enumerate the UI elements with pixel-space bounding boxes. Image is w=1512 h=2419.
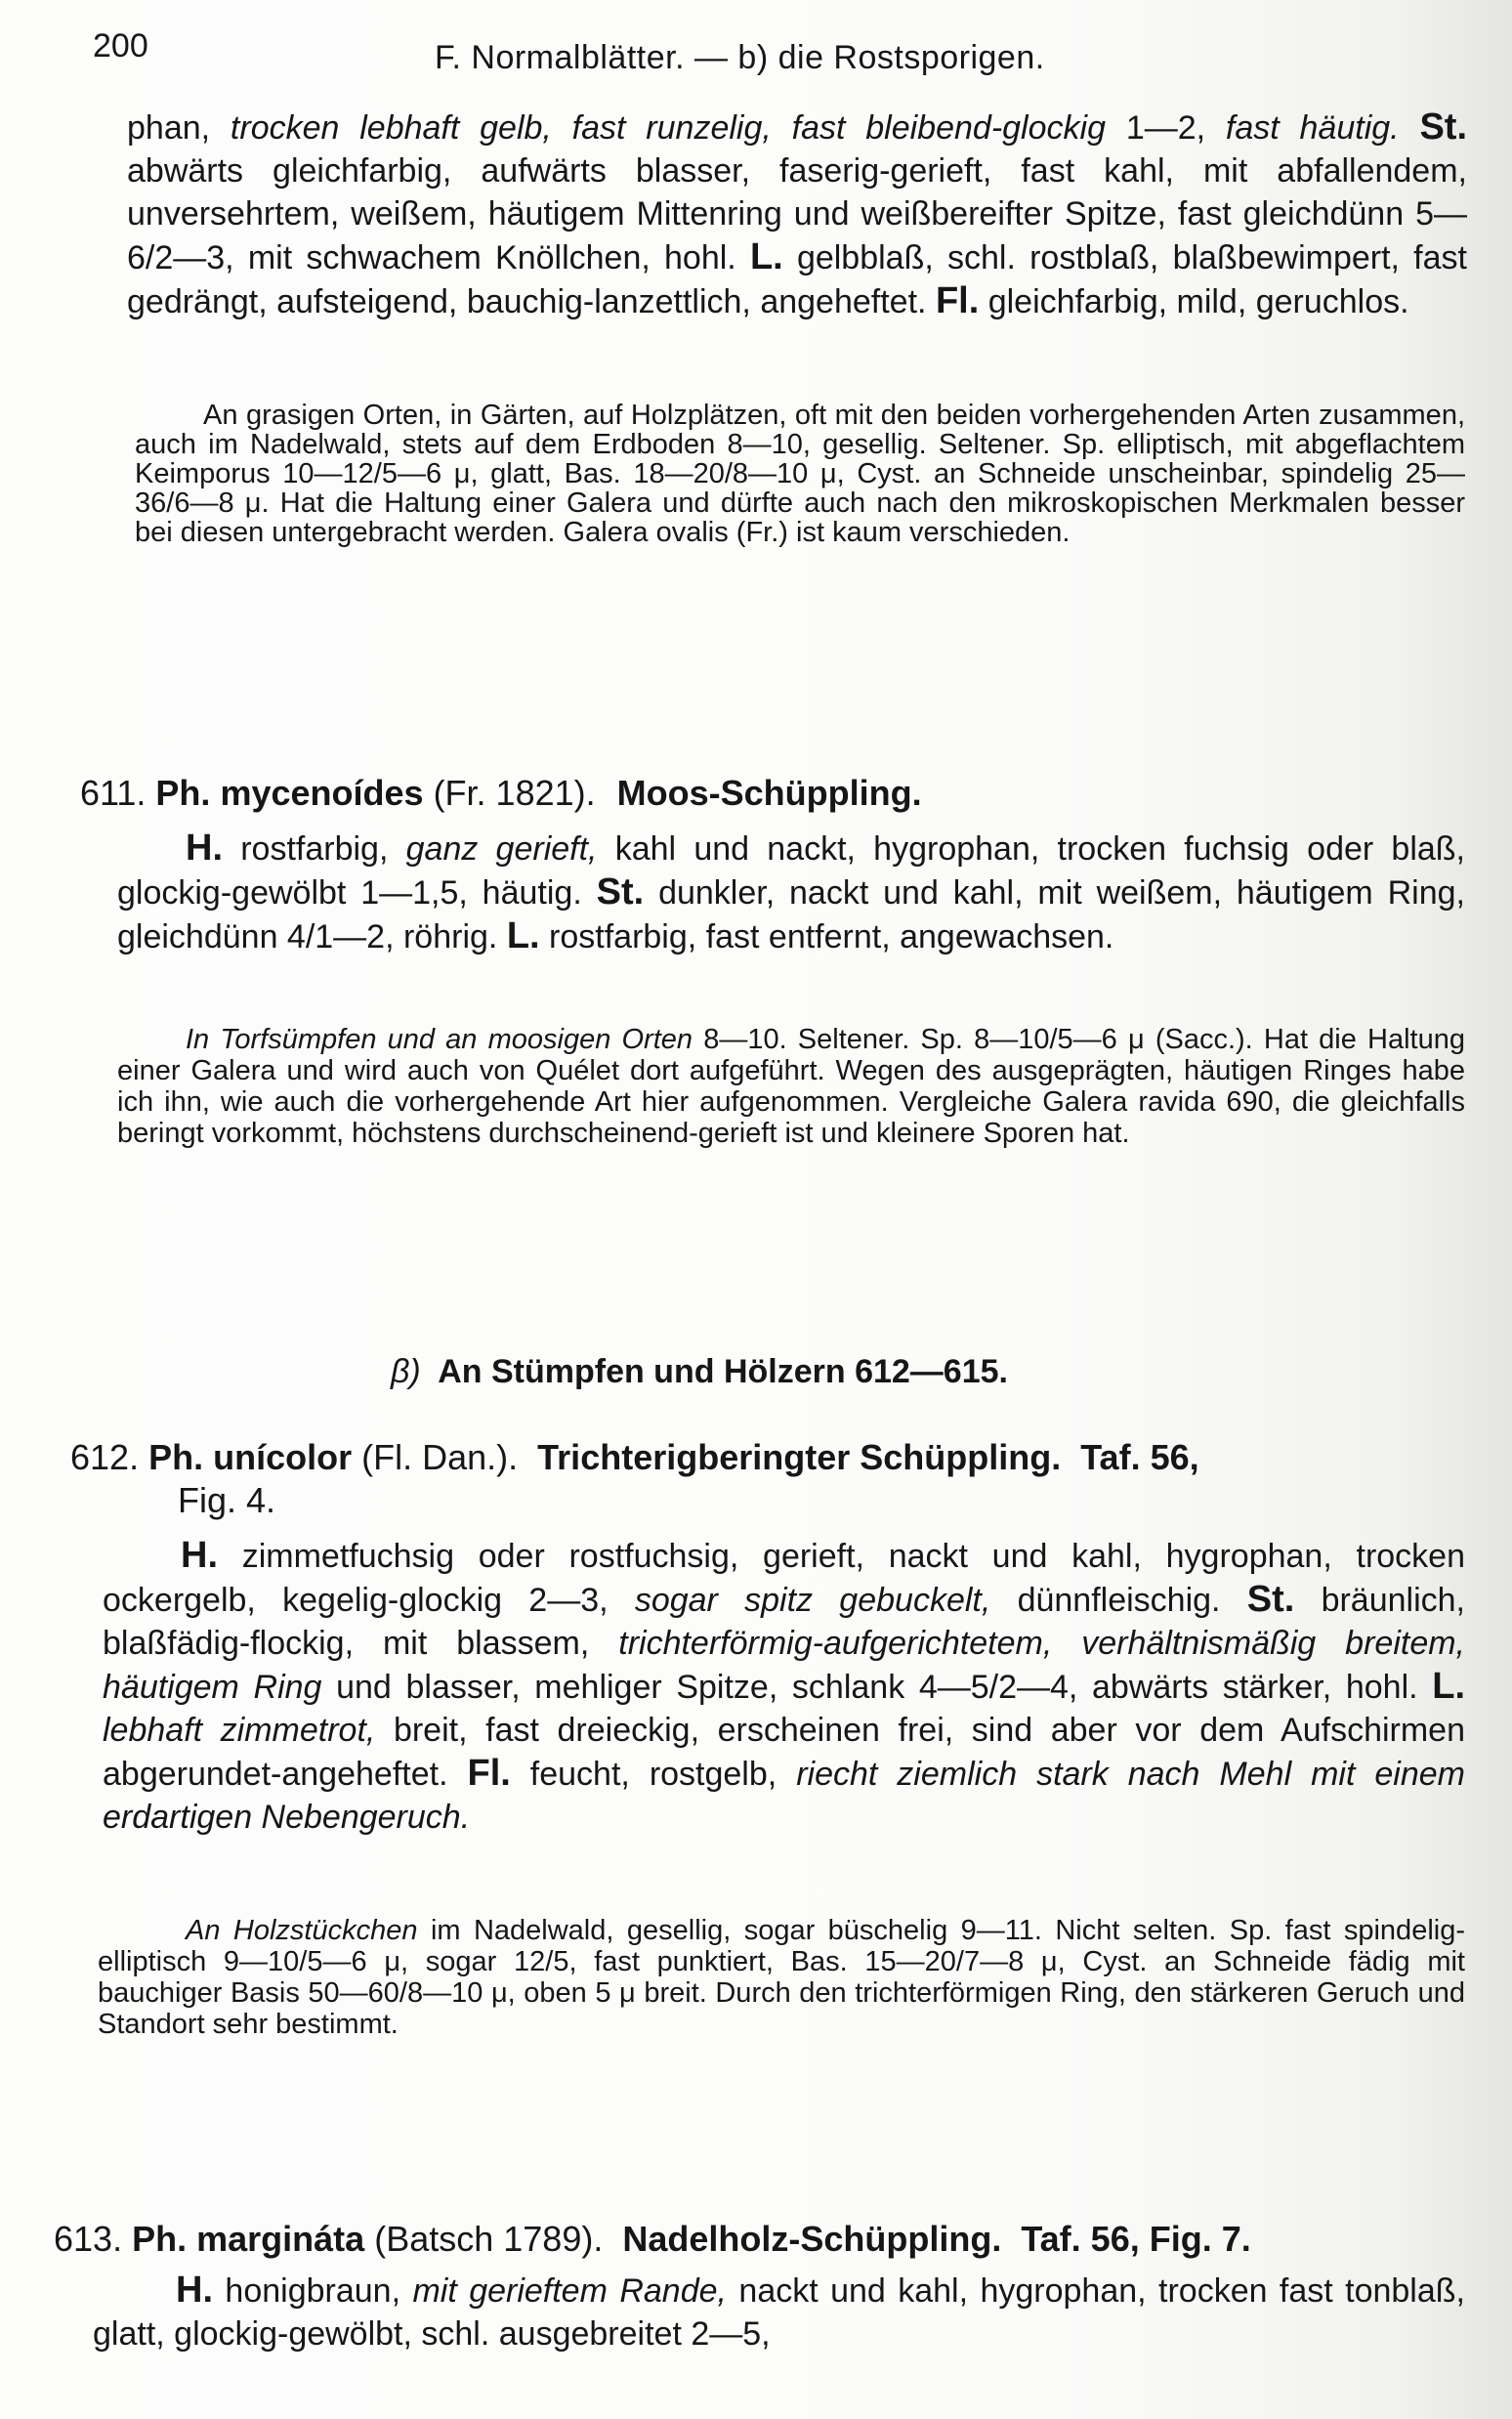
entry-heading-611 [80, 772, 1467, 815]
gills-key: L. [506, 915, 540, 956]
entry-body-611 [117, 827, 1465, 958]
common-name: Trichterigberingter Schüppling. [537, 1437, 1062, 1477]
species-name: margináta [196, 2219, 365, 2259]
plate-reference: Taf. 56, Fig. 7. [1021, 2219, 1251, 2259]
page-number: 200 [93, 27, 148, 64]
species-author: (Fl. Dan.). [361, 1437, 519, 1477]
species-author: (Batsch 1789). [374, 2219, 604, 2259]
stem-key: St. [1419, 106, 1468, 148]
desc-text: zimmetfuchsig oder rostfuchsig, gerieft, nackt und kahl, hygrophan, trocken ockergelb, kegelig-glockig 2—3, [103, 1538, 1465, 1619]
desc-text-italic: lebhaft zimmetrot, [103, 1712, 376, 1749]
desc-text-italic: trichterförmig-aufgerichtetem, verhältnismäßig breitem, häutigem Ring [103, 1625, 1465, 1706]
gills-description: rostfarbig, fast entfernt, angewachsen. [549, 918, 1114, 955]
desc-text-italic: sogar spitz gebuckelt, [634, 1582, 991, 1619]
desc-text: kahl und nackt, hygrophan, trocken fuchsig oder blaß, glockig-gewölbt 1—1,5, häutig. [117, 830, 1466, 912]
flesh-description: gleichfarbig, mild, geruchlos. [987, 283, 1409, 320]
genus-abbrev: Ph. [155, 773, 211, 813]
stem-description: bräunlich, blaßfädig-flockig, mit blassem, [103, 1582, 1465, 1662]
genus-abbrev: Ph. [132, 2219, 188, 2259]
entry-number: 613. [54, 2219, 123, 2259]
gills-key: L. [749, 236, 783, 277]
genus-abbrev: Ph. [148, 1437, 204, 1477]
plate-reference: Taf. 56, [1080, 1437, 1199, 1477]
stem-key: St. [1246, 1579, 1295, 1620]
entry-number: 612. [70, 1437, 140, 1477]
flesh-key: Fl. [467, 1753, 511, 1794]
entry-heading-612 [70, 1436, 1467, 1522]
note-habitat: In Torfsümpfen und an moosigen Orten [186, 1024, 693, 1055]
desc-text-italic: ganz gerieft, [405, 830, 598, 868]
entry-body-612 [103, 1534, 1465, 1839]
desc-text: 1—2, [1125, 109, 1206, 147]
common-name: Nadelholz-Schüppling. [622, 2219, 1002, 2259]
stem-description: abwärts gleichfarbig, aufwärts blasser, faserig-gerieft, fast kahl, mit abfallendem, unversehrtem, weißem, häutigem Mittenring und weißbereifter Spitze, fast gleichdünn 5—6/2—3, mit schwachem Knöllchen, hohl. [127, 152, 1467, 276]
note-text: An grasigen Orten, in Gärten, auf Holzplätzen, oft mit den beiden vorhergehenden Arten zusammen, auch im Nadelwald, stets auf dem Erdboden 8—10, gesellig. Seltener. Sp. elliptisch, mit abgeflachtem Keimporus 10—12/5—6 μ, glatt, Bas. 18—20/8—10 μ, Cyst. an Schneide unscheinbar, spindelig 25—36/6—8 μ. Hat die Haltung einer Galera und dürfte auch nach den mikroskopischen Merkmalen besser bei diesen untergebracht werden. Galera ovalis (Fr.) ist kaum verschieden. [135, 400, 1465, 548]
species-name: mycenoídes [220, 773, 424, 813]
entry-body-613 [93, 2269, 1465, 2355]
desc-text: und blasser, mehliger Spitze, schlank 4—5/2—4, abwärts stärker, hohl. [336, 1669, 1418, 1706]
desc-text-italic: mit gerieftem Rande, [412, 2272, 727, 2310]
gills-description: breit, fast dreieckig, erscheinen frei, sind aber vor dem Aufschirmen abgerundet-angeheftet. [103, 1712, 1465, 1793]
note-habitat: An Holzstückchen [186, 1915, 418, 1946]
running-title: F. Normalblätter. — b) die Rostsporigen. [435, 39, 1045, 76]
note-paragraph-612 [98, 1915, 1465, 2040]
common-name: Moos-Schüppling. [616, 773, 922, 813]
cap-key: H. [181, 1535, 218, 1576]
flesh-description: feucht, rostgelb, [529, 1756, 777, 1793]
flesh-key: Fl. [935, 280, 980, 321]
gills-description: gelbblaß, schl. rostblaß, blaßbewimpert, fast gedrängt, aufsteigend, bauchig-lanzettlich, angeheftet. [127, 239, 1467, 320]
section-heading [391, 1353, 1008, 1391]
entry-continuation [127, 106, 1467, 323]
note-text: 8—10. Seltener. Sp. 8—10/5—6 μ (Sacc.). Hat die Haltung einer Galera und wird auch von Quélet dort aufgeführt. Wegen des ausgeprägten, häutigen Ringes habe ich ihn, wie auch die vorhergehende Art hier aufgenommen. Vergleiche Galera ravida 690, die gleichfalls beringt vorkommt, höchstens durchscheinend-gerieft ist und kleinere Sporen hat. [117, 1024, 1465, 1149]
desc-text: honigbraun, [225, 2272, 401, 2310]
cap-key: H. [176, 2270, 213, 2311]
desc-text: dünnfleischig. [1017, 1582, 1221, 1619]
note-paragraph [135, 401, 1465, 547]
desc-text: rostfarbig, [240, 830, 389, 868]
gills-key: L. [1432, 1666, 1466, 1707]
note-text: im Nadelwald, gesellig, sogar büschelig 9—11. Nicht selten. Sp. fast spindelig-elliptisch 9—10/5—6 μ, sogar 12/5, fast punktiert, Bas. 15—20/7—8 μ, Cyst. an Schneide fädig mit bauchiger Basis 50—60/8—10 μ, oben 5 μ breit. Durch den trichterförmigen Ring, den stärkeren Geruch und Standort sehr bestimmt. [98, 1915, 1465, 2040]
figure-reference: Fig. 4. [178, 1480, 276, 1520]
cap-key: H. [186, 828, 223, 869]
desc-text: phan, [127, 109, 211, 147]
stem-key: St. [596, 871, 645, 912]
desc-text-italic: riecht ziemlich stark nach Mehl mit einem erdartigen Nebengeruch. [103, 1756, 1465, 1836]
desc-text-italic: fast häutig. [1225, 109, 1400, 147]
page-header [93, 27, 1460, 86]
species-author: (Fr. 1821). [433, 773, 596, 813]
section-title: An Stümpfen und Hölzern 612—615. [438, 1353, 1008, 1390]
entry-number: 611. [80, 773, 147, 813]
desc-text: nackt und kahl, hygrophan, trocken fast tonblaß, glatt, glockig-gewölbt, schl. ausgebreitet 2—5, [93, 2272, 1465, 2353]
stem-description: dunkler, nackt und kahl, mit weißem, häutigem Ring, gleichdünn 4/1—2, röhrig. [117, 874, 1465, 955]
species-name: unícolor [213, 1437, 353, 1477]
section-greek-label: β) [391, 1353, 421, 1390]
entry-heading-613 [54, 2218, 1465, 2261]
note-paragraph-611 [117, 1024, 1465, 1149]
desc-text-italic: trocken lebhaft gelb, fast runzelig, fast bleibend-glockig [230, 109, 1106, 147]
